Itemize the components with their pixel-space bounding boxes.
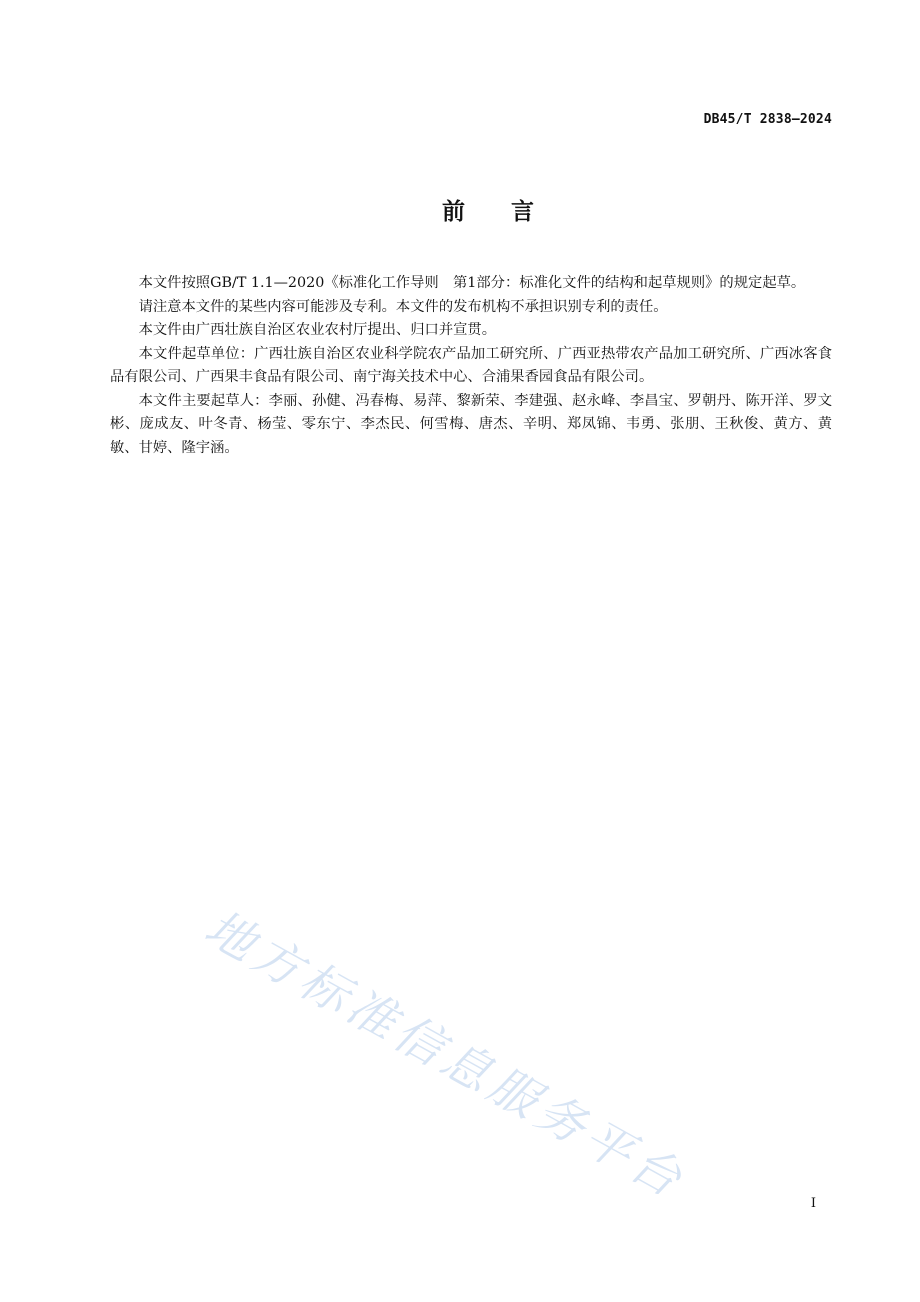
paragraph-drafting-units: 本文件起草单位：广西壮族自治区农业科学院农产品加工研究所、广西亚热带农产品加工研究所、广西冰客食品有限公司、广西果丰食品有限公司、南宁海关技术中心、合浦果香园食品有限公司。 [110,345,832,385]
title-char-1: 前 [442,199,465,225]
document-code: DB45/T 2838—2024 [703,112,832,127]
paragraph-drafting-rules: 本文件按照GB/T 1.1—2020《标准化工作导则 第1部分：标准化文件的结构和起草规则》的规定起草。 [138,275,806,291]
preface-body [110,272,832,460]
title-char-2: 言 [511,199,534,225]
paragraph-patent-notice: 请注意本文件的某些内容可能涉及专利。本文件的发布机构不承担识别专利的责任。 [138,298,668,315]
page-number: I [810,1196,816,1211]
watermark: 地方标准信息服务平台 [195,899,695,1211]
page-title [0,193,920,226]
paragraph-proposer: 本文件由广西壮族自治区农业农村厅提出、归口并宣贯。 [138,322,497,338]
paragraph-drafters: 本文件主要起草人：李丽、孙健、冯春梅、易萍、黎新荣、李建强、赵永峰、李昌宝、罗朝丹、陈开洋、罗文彬、庞成友、叶冬青、杨莹、零东宁、李杰民、何雪梅、唐杰、辛明、郑凤锦、韦勇、张朋、王秋俊、黄方、黄敏、甘婷、隆宇涵。 [110,392,832,456]
